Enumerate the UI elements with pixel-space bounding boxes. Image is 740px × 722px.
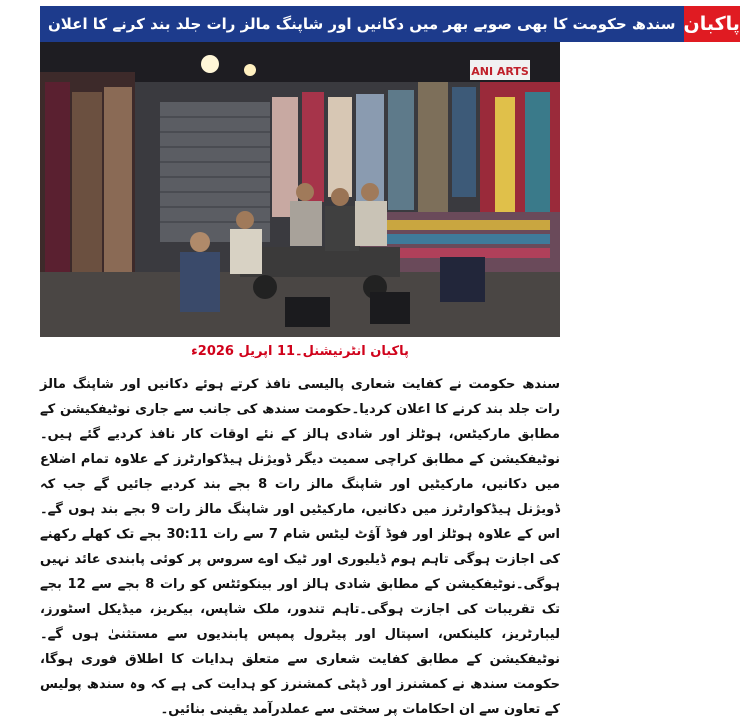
article-dateline: پاکبان انٹرنیشنل۔11 اپریل 2026ء: [191, 344, 409, 359]
article-body: سندھ حکومت نے کفایت شعاری پالیسی نافذ کرتے ہوئے دکانیں اور شاپنگ مالز رات جلد بند کرنے کا اعلان کردیا۔حکومت سندھ کی جانب سے جاری نوٹیفکیشن کے مطابق مارکیٹس، ہوٹلز اور شادی ہالز کے نئے اوقات کار نافذ کردیے گئے ہیں۔نوٹیفکیشن کے مطابق کراچی سمیت دیگر ڈویژنل ہیڈکوارٹرز کے علاوہ تمام اضلاع میں دکانیں، مارکیٹیں اور شاپنگ مالز رات 8 بجے بند کردیے جائیں گے جب کہ ڈویژنل ہیڈکوارٹرز میں دکانیں، مارکیٹیں اور شاپنگ مالز رات 9 بجے بند ہوں گے۔اس کے علاوہ ہوٹلز اور فوڈ آؤٹ لیٹس شام 7 سے رات 30:11 بجے تک کھلے رکھنے کی اجازت ہوگی تاہم ہوم ڈیلیوری اور ٹیک اوے سروس پر کوئی پابندی عائد نہیں ہوگی۔نوٹیفکیشن کے مطابق شادی ہالز اور بینکوئٹس کو رات 8 بجے سے 12 بجے تک تقریبات کی اجازت ہوگی۔تاہم تندور، ملک شاپس، بیکریز، میڈیکل اسٹورز، لیبارٹریز، کلینکس، اسپتال اور پیٹرول پمپس پابندیوں سے مستثنیٰ ہوں گے۔نوٹیفکیشن کے مطابق کفایت شعاری سے متعلق ہدایات کا اطلاق فوری ہوگا، حکومت سندھ نے کمشنرز اور ڈپٹی کمشنرز کو ہدایت کی ہے کہ وہ سندھ پولیس کے تعاون سے ان احکامات پر سختی سے عملدرآمد یقینی بنائیں۔: [40, 377, 561, 717]
market-photo-illustration: [40, 42, 560, 337]
signboard-text: ANI ARTS: [471, 65, 529, 78]
brand-logo: پاکبان: [684, 6, 740, 42]
header-banner: [40, 6, 740, 42]
market-photo: [40, 42, 560, 337]
headline: سندھ حکومت کا بھی صوبے بھر میں دکانیں اور شاپنگ مالز رات جلد بند کرنے کا اعلان: [40, 6, 684, 42]
